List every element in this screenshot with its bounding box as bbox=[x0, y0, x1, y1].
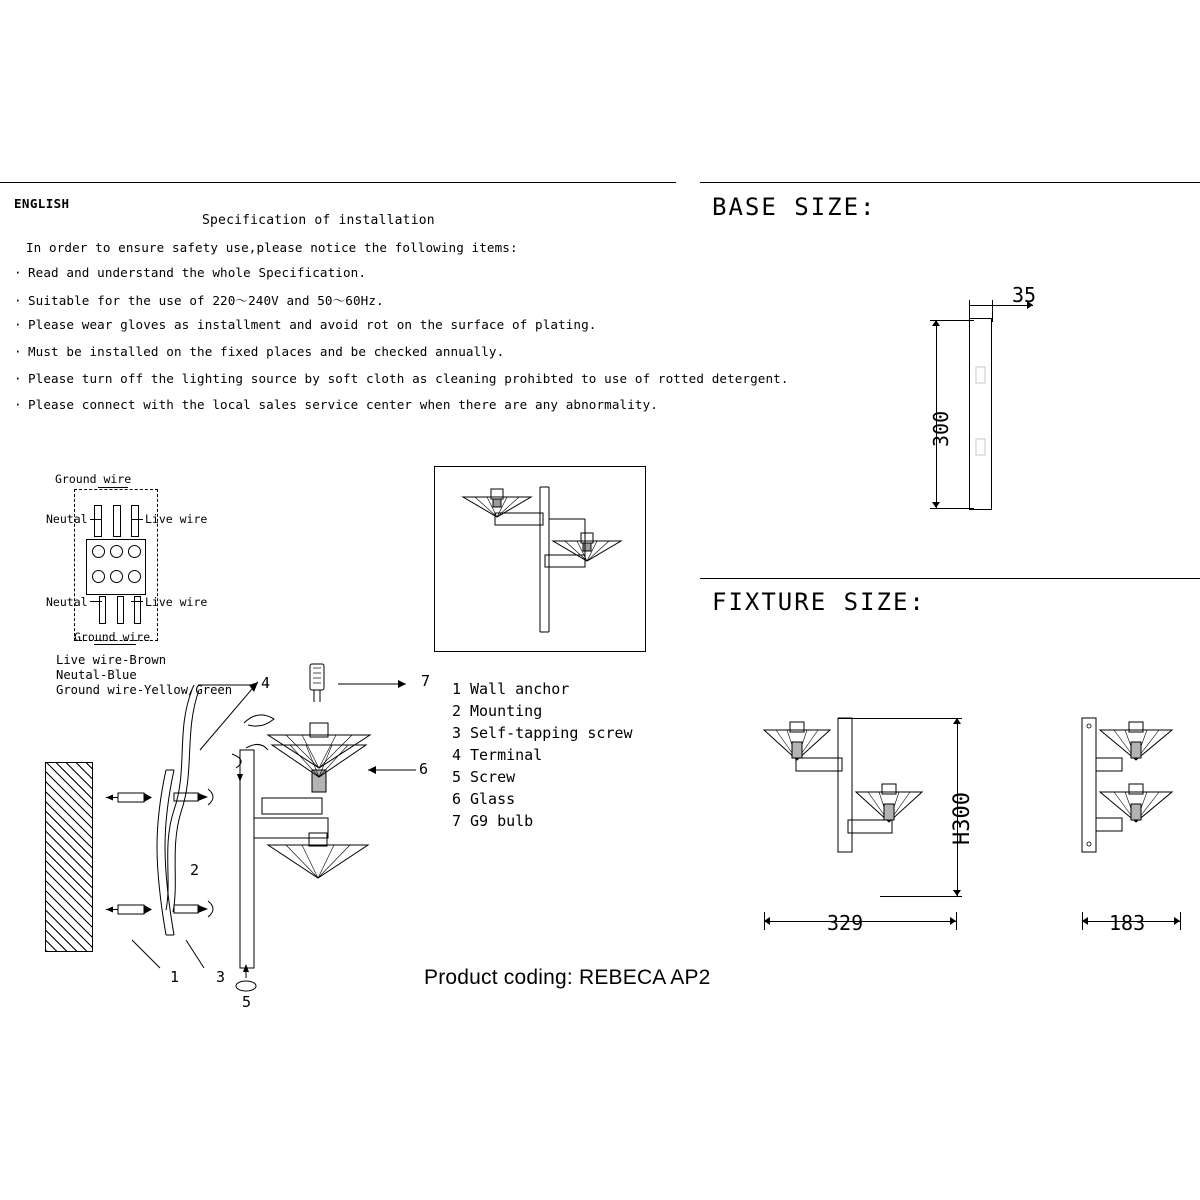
side-width-arrow-left bbox=[1082, 917, 1088, 925]
fixture-height-value: H300 bbox=[950, 792, 975, 845]
legend-row-2 bbox=[452, 700, 633, 722]
fixture-size-divider bbox=[700, 578, 1200, 579]
side-width-ext-right bbox=[1180, 912, 1181, 930]
left-top-divider bbox=[0, 182, 676, 183]
wall-hatch bbox=[45, 762, 93, 952]
spec-item-text: Must be installed on the fixed places and be checked annually. bbox=[28, 344, 505, 359]
front-width-arrow-right bbox=[950, 917, 956, 925]
wire-note-live: Live wire-Brown bbox=[56, 653, 167, 667]
callout-1: 1 bbox=[170, 968, 180, 986]
language-label: ENGLISH bbox=[14, 196, 70, 211]
callout-6: 6 bbox=[419, 760, 429, 778]
assembly-drawing bbox=[435, 467, 645, 651]
legend-num: 4 bbox=[452, 746, 462, 764]
legend-label: Mounting bbox=[470, 702, 543, 720]
terminal-hole bbox=[128, 545, 141, 558]
bullet-dot: · bbox=[14, 397, 22, 412]
legend-row-5 bbox=[452, 766, 633, 788]
base-height-arrow-top bbox=[932, 320, 940, 326]
base-width-value: 35 bbox=[1012, 283, 1037, 307]
bullet-dot: · bbox=[14, 265, 22, 280]
assembly-frame bbox=[434, 466, 646, 652]
front-width-ext-right bbox=[956, 912, 957, 930]
legend-label: Terminal bbox=[470, 746, 543, 764]
legend-label: Wall anchor bbox=[470, 680, 570, 698]
terminal-hole bbox=[110, 545, 123, 558]
legend-label: Screw bbox=[470, 768, 516, 786]
callout-7: 7 bbox=[421, 672, 431, 690]
g9-bulb-detail bbox=[300, 660, 336, 710]
bullet-dot: · bbox=[14, 344, 22, 359]
spec-item-5 bbox=[14, 371, 789, 386]
terminal-pin bbox=[131, 505, 139, 537]
base-height-ext-bottom bbox=[930, 508, 974, 509]
legend-row-6 bbox=[452, 788, 633, 810]
legend-label: Self-tapping screw bbox=[470, 724, 633, 742]
callout-5: 5 bbox=[242, 993, 252, 1011]
wire-note-neutral: Neutal-Blue bbox=[56, 668, 137, 682]
spec-item-text: Please wear gloves as installment and avoid rot on the surface of plating. bbox=[28, 317, 597, 332]
legend-num: 1 bbox=[452, 680, 462, 698]
spec-item-text: Please turn off the lighting source by soft cloth as cleaning prohibted to use of rotted detergent. bbox=[28, 371, 789, 386]
legend-num: 6 bbox=[452, 790, 462, 808]
product-coding: Product coding: REBECA AP2 bbox=[424, 966, 711, 989]
leader-line bbox=[90, 519, 102, 520]
legend-label: Glass bbox=[470, 790, 516, 808]
legend-num: 3 bbox=[452, 724, 462, 742]
bullet-dot: · bbox=[14, 317, 22, 332]
base-plate-inner bbox=[970, 319, 991, 509]
terminal-hole bbox=[92, 570, 105, 583]
spec-title: Specification of installation bbox=[202, 213, 435, 228]
leader-line bbox=[131, 601, 143, 602]
spec-intro: In order to ensure safety use,please notice the following items: bbox=[26, 240, 518, 255]
spec-item-text: Suitable for the use of 220～240V and 50～60Hz. bbox=[28, 293, 384, 308]
fixture-height-ext-bottom bbox=[880, 896, 962, 897]
terminal-hole bbox=[92, 545, 105, 558]
terminal-pin bbox=[94, 505, 102, 537]
legend-num: 5 bbox=[452, 768, 462, 786]
leader-line bbox=[131, 519, 143, 520]
spec-item-6 bbox=[14, 397, 658, 412]
wiring-label-ground-top: Ground wire bbox=[55, 472, 132, 486]
legend-row-4 bbox=[452, 744, 633, 766]
spec-item-text: Read and understand the whole Specification. bbox=[28, 265, 367, 280]
wiring-label-live-top: Live wire bbox=[145, 512, 208, 526]
base-height-value: 300 bbox=[929, 410, 953, 447]
fixture-side-view bbox=[1076, 700, 1200, 900]
terminal-pin bbox=[113, 505, 121, 537]
base-height-arrow-bottom bbox=[932, 502, 940, 508]
side-width-value: 183 bbox=[1109, 911, 1146, 935]
callout-2: 2 bbox=[190, 861, 200, 879]
fixture-size-title: FIXTURE SIZE: bbox=[712, 588, 926, 616]
base-width-ext-left bbox=[969, 300, 970, 322]
fixture-front-view bbox=[756, 700, 976, 900]
base-plate-drawing bbox=[969, 318, 992, 510]
wiring-label-live-bottom: Live wire bbox=[145, 595, 208, 609]
callout-3: 3 bbox=[216, 968, 226, 986]
bullet-dot: · bbox=[14, 371, 22, 386]
terminal-pin bbox=[117, 596, 124, 624]
legend-row-7 bbox=[452, 810, 633, 832]
legend-row-1 bbox=[452, 678, 633, 700]
base-width-ext-right bbox=[992, 300, 993, 322]
front-width-arrow-left bbox=[764, 917, 770, 925]
terminal-hole bbox=[110, 570, 123, 583]
base-size-title: BASE SIZE: bbox=[712, 193, 877, 221]
callout-arrows bbox=[336, 660, 466, 790]
parts-legend bbox=[452, 678, 633, 832]
terminal-hole bbox=[128, 570, 141, 583]
fixture-height-arrow-top bbox=[953, 718, 961, 724]
fixture-height-arrow-bottom bbox=[953, 890, 961, 896]
wiring-label-neutral-bottom: Neutal bbox=[46, 595, 88, 609]
legend-row-3 bbox=[452, 722, 633, 744]
spec-item-4 bbox=[14, 344, 504, 359]
leader-line bbox=[90, 601, 102, 602]
spec-item-3 bbox=[14, 317, 596, 332]
callout-4-leader bbox=[196, 676, 266, 696]
wiring-label-ground-bottom: Ground wire bbox=[74, 630, 151, 644]
wire-note-ground: Ground wire-Yellow/Green bbox=[56, 683, 233, 697]
leader-line bbox=[98, 487, 128, 488]
leader-line bbox=[94, 644, 136, 645]
side-width-arrow-right bbox=[1174, 917, 1180, 925]
legend-num: 2 bbox=[452, 702, 462, 720]
spec-item-text: Please connect with the local sales service center when there are any abnormality. bbox=[28, 397, 658, 412]
legend-num: 7 bbox=[452, 812, 462, 830]
front-width-value: 329 bbox=[827, 911, 864, 935]
spec-item-2 bbox=[14, 290, 384, 309]
wiring-label-neutral-top: Neutal bbox=[46, 512, 88, 526]
base-size-divider bbox=[700, 182, 1200, 183]
callout-4: 4 bbox=[261, 674, 271, 692]
bullet-dot: · bbox=[14, 293, 22, 308]
legend-label: G9 bulb bbox=[470, 812, 534, 830]
spec-item-1 bbox=[14, 265, 366, 280]
fixture-height-ext-top bbox=[838, 718, 962, 719]
